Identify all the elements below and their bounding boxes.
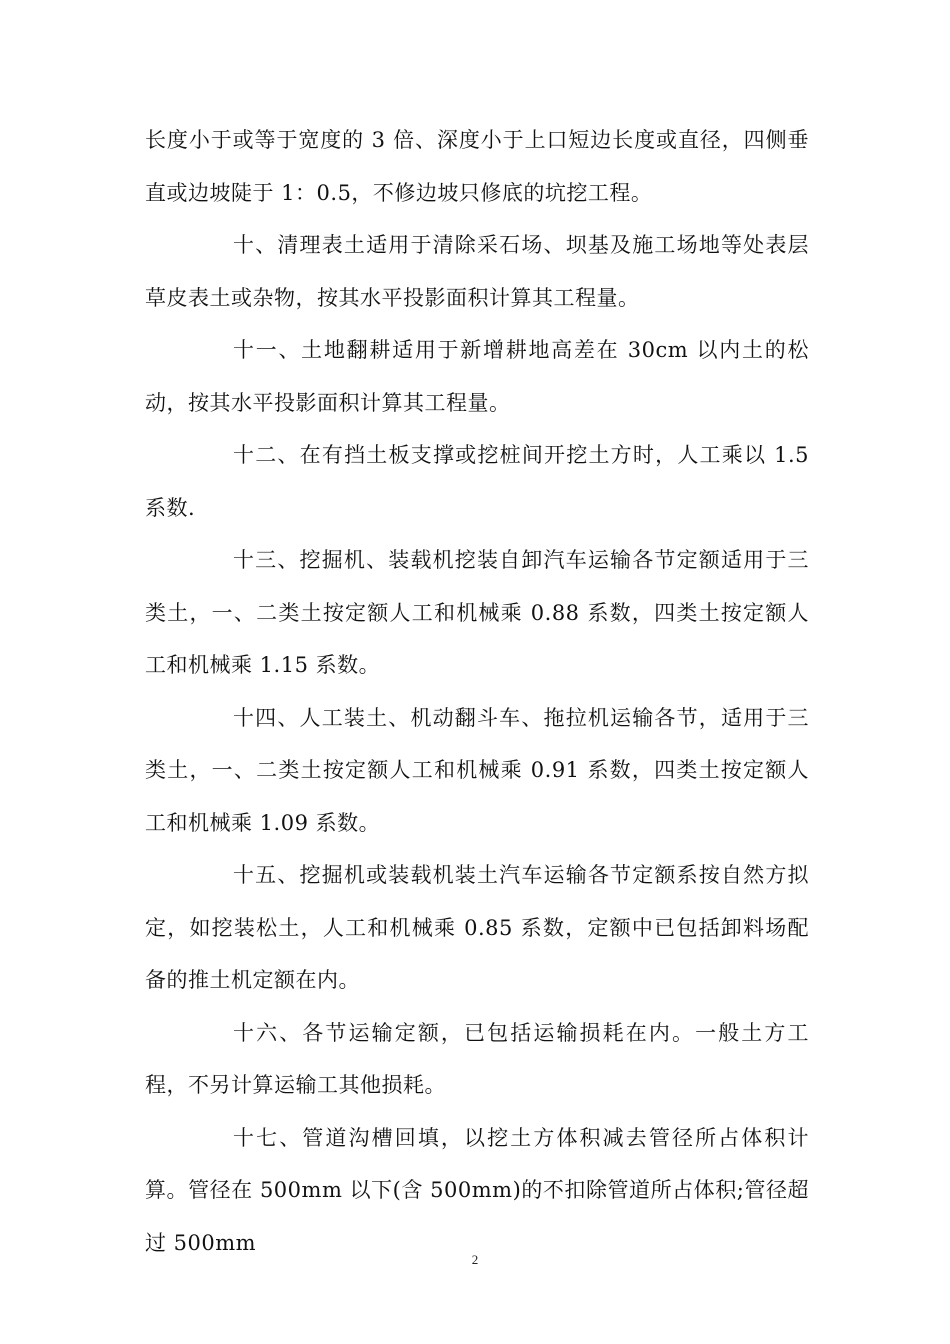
paragraph-item-13: 十三、挖掘机、装载机挖装自卸汽车运输各节定额适用于三类土，一、二类土按定额人工和机械乘 0.88 系数，四类土按定额人工和机械乘 1.15 系数。 <box>145 548 809 677</box>
page-number: 2 <box>471 1252 479 1267</box>
paragraph-item-16: 十六、各节运输定额，已包括运输损耗在内。一般土方工程，不另计算运输工其他损耗。 <box>145 1020 809 1097</box>
paragraph-item-11: 十一、土地翻耕适用于新增耕地高差在 30cm 以内土的松动，按其水平投影面积计算其工程量。 <box>145 338 809 415</box>
paragraph-item-10: 十、清理表土适用于清除采石场、坝基及施工场地等处表层草皮表土或杂物，按其水平投影面积计算其工程量。 <box>145 233 809 310</box>
paragraph-item-17: 十七、管道沟槽回填，以挖土方体积减去管径所占体积计算。管径在 500mm 以下(含 500mm)的不扣除管道所占体积;管径超过 500mm <box>145 1125 809 1255</box>
paragraph-item-12: 十二、在有挡土板支撑或挖桩间开挖土方时，人工乘以 1.5 系数. <box>145 443 809 520</box>
paragraph-item-15: 十五、挖掘机或装载机装土汽车运输各节定额系按自然方拟定，如挖装松土，人工和机械乘 0.85 系数，定额中已包括卸料场配备的推土机定额在内。 <box>145 863 809 992</box>
paragraph-item-14: 十四、人工装土、机动翻斗车、拖拉机运输各节，适用于三类土，一、二类土按定额人工和机械乘 0.91 系数，四类土按定额人工和机械乘 1.09 系数。 <box>145 705 809 835</box>
paragraph-continued: 长度小于或等于宽度的 3 倍、深度小于上口短边长度或直径，四侧垂直或边坡陡于 1：0.5，不修边坡只修底的坑挖工程。 <box>145 128 809 205</box>
document-body <box>145 114 809 1269</box>
